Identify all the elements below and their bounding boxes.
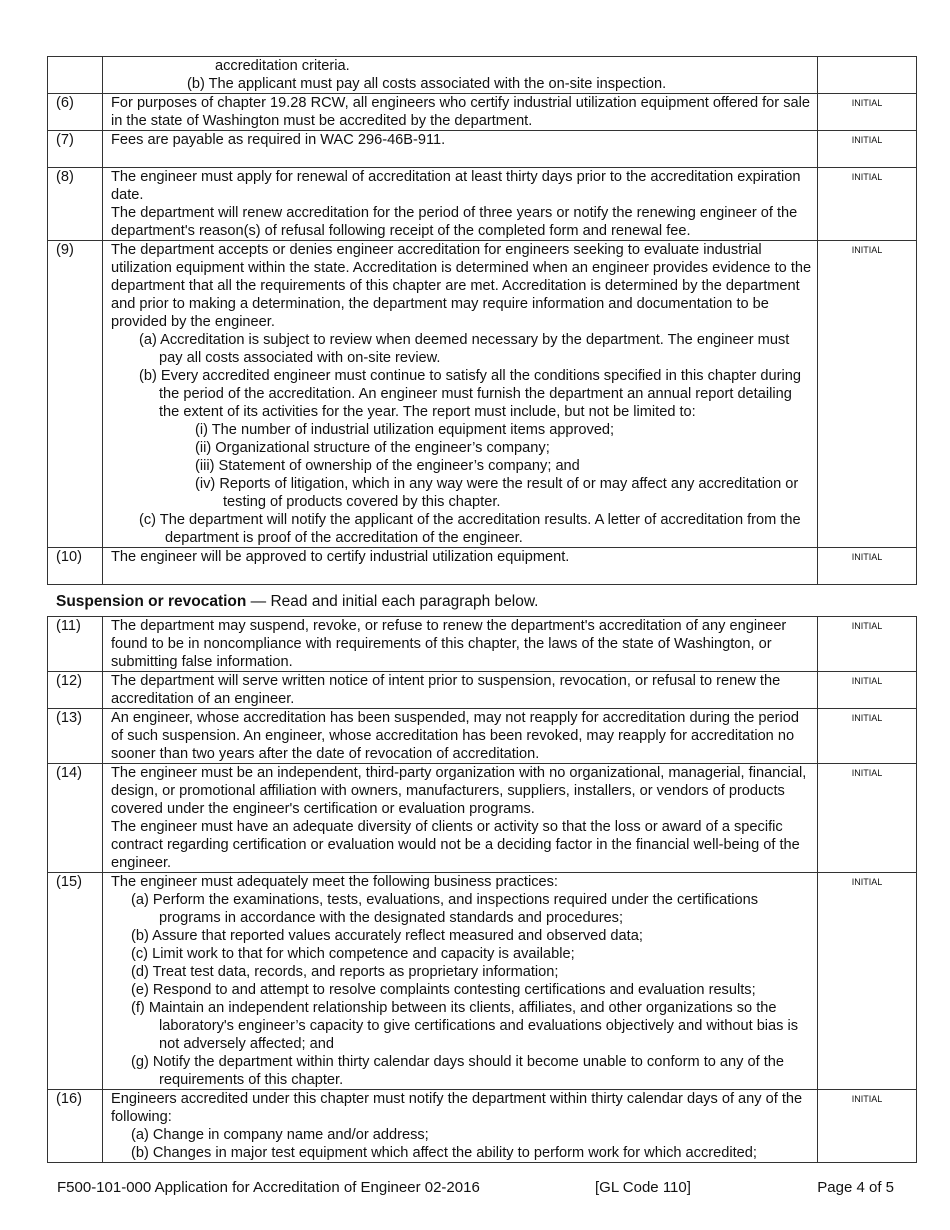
list-item: (c) Limit work to that for which competence and capacity is available; <box>131 946 575 962</box>
initial-cell[interactable] <box>818 131 917 168</box>
row-number: (16) <box>48 1090 103 1163</box>
paragraph-text: The engineer must apply for renewal of accreditation at least thirty days prior to the accreditation expiration date. <box>111 169 801 203</box>
initial-label: INITIAL <box>851 877 883 887</box>
list-item: (b) Assure that reported values accurately reflect measured and observed data; <box>131 928 643 944</box>
row-number: (6) <box>48 94 103 131</box>
row-number: (9) <box>48 241 103 548</box>
list-item: (e) Respond to and attempt to resolve complaints contesting certifications and evaluation results; <box>131 982 756 998</box>
table-row <box>48 131 917 168</box>
row-number: (15) <box>48 873 103 1090</box>
list-item: (a) Perform the examinations, tests, evaluations, and inspections required under the certifications programs in accordance with the designated standards and procedures; <box>131 892 759 926</box>
list-item: (ii) Organizational structure of the engineer’s company; <box>195 440 550 456</box>
list-item: (b) Changes in major test equipment which affect the ability to perform work for which accredited; <box>131 1145 757 1161</box>
initial-cell[interactable] <box>818 168 917 241</box>
initial-cell[interactable] <box>818 617 917 672</box>
continued-text: (b) The applicant must pay all costs associated with the on-site inspection. <box>187 76 667 92</box>
initial-label: INITIAL <box>851 621 883 631</box>
list-item: (i) The number of industrial utilization equipment items approved; <box>195 422 615 438</box>
initial-cell[interactable] <box>818 94 917 131</box>
paragraph-text: The engineer must be an independent, third-party organization with no organizational, managerial, financial, design, or promotional affiliation with owners, manufacturers, suppliers, installers, or vendors of products covered under the engineer's certification or evaluation programs. <box>111 765 807 817</box>
section-title: Suspension or revocation <box>56 593 247 610</box>
paragraph-text: Engineers accredited under this chapter must notify the department within thirty calendar days of any of the following: <box>111 1091 803 1125</box>
list-item: (f) Maintain an independent relationship between its clients, affiliates, and other organizations so the laboratory's engineer’s capacity to give certifications and evaluations objectively and without bias is not adversely affected; and <box>131 1000 799 1052</box>
gl-code: [GL Code 110] <box>595 1179 691 1196</box>
initial-label: INITIAL <box>851 98 883 108</box>
initial-cell[interactable] <box>818 672 917 709</box>
page-number: Page 4 of 5 <box>817 1179 894 1196</box>
paragraph-text: The department accepts or denies engineer accreditation for engineers seeking to evaluate industrial utilization equipment within the state. Accreditation is determined when an engineer provides evidence to the department that all the requirements of this chapter are met. Accreditation is determined by the department and prior to making a determination, the department may require information and documentation to be provided by the engineer. <box>111 242 812 330</box>
row-number: (8) <box>48 168 103 241</box>
initial-label: INITIAL <box>851 768 883 778</box>
form-number: F500-101-000 Application for Accreditation of Engineer 02-2016 <box>57 1179 480 1196</box>
initial-label: INITIAL <box>851 1094 883 1104</box>
initial-cell[interactable] <box>818 57 917 94</box>
table-row <box>48 548 917 585</box>
table-row <box>48 57 917 94</box>
row-number: (14) <box>48 764 103 873</box>
initial-label: INITIAL <box>851 713 883 723</box>
table-row <box>48 873 917 1090</box>
row-number: (10) <box>48 548 103 585</box>
row-number: (12) <box>48 672 103 709</box>
row-number: (11) <box>48 617 103 672</box>
continued-text: accreditation criteria. <box>215 58 350 74</box>
initial-cell[interactable] <box>818 709 917 764</box>
form-page <box>47 56 903 1163</box>
list-item: (iii) Statement of ownership of the engineer’s company; and <box>195 458 580 474</box>
paragraph-text: The engineer will be approved to certify industrial utilization equipment. <box>111 549 570 565</box>
list-item: (a) Accreditation is subject to review when deemed necessary by the department. The engineer must pay all costs associated with on-site review. <box>139 332 790 366</box>
paragraph-text: The department will serve written notice of intent prior to suspension, revocation, or refusal to renew the accreditation of an engineer. <box>103 672 818 709</box>
paragraph-text: The engineer must adequately meet the following business practices: <box>111 874 558 890</box>
initial-cell[interactable] <box>818 241 917 548</box>
initial-label: INITIAL <box>851 676 883 686</box>
initial-label: INITIAL <box>851 552 883 562</box>
list-item: (g) Notify the department within thirty calendar days should it become unable to conform to any of the requirements of this chapter. <box>131 1054 785 1088</box>
table-row <box>48 94 917 131</box>
table-row <box>48 672 917 709</box>
initial-cell[interactable] <box>818 548 917 585</box>
page-footer <box>57 1179 894 1197</box>
table-row <box>48 241 917 548</box>
table-row <box>48 709 917 764</box>
paragraph-text: The department will renew accreditation for the period of three years or notify the renewing engineer of the department's reason(s) of refusal following receipt of the completed form and renewal fee. <box>111 205 798 239</box>
initial-cell[interactable] <box>818 764 917 873</box>
initial-label: INITIAL <box>851 172 883 182</box>
list-item: (b) Every accredited engineer must continue to satisfy all the conditions specified in this chapter during the period of the accreditation. An engineer must furnish the department an annual report detailing the extent of its activities for the year. The report must include, but not be limited to: <box>139 368 801 420</box>
section-instruction: — Read and initial each paragraph below. <box>246 593 539 610</box>
initial-label: INITIAL <box>851 245 883 255</box>
paragraph-text: The department may suspend, revoke, or refuse to renew the department's accreditation of any engineer found to be in noncompliance with requirements of this chapter, the laws of the state of Washington, or submitting false information. <box>103 617 818 672</box>
list-item: (a) Change in company name and/or address; <box>131 1127 429 1143</box>
list-item: (d) Treat test data, records, and reports as proprietary information; <box>131 964 559 980</box>
initial-cell[interactable] <box>818 873 917 1090</box>
list-item: (iv) Reports of litigation, which in any way were the result of or may affect any accreditation or testing of products covered by this chapter. <box>195 476 799 510</box>
initial-label: INITIAL <box>851 135 883 145</box>
requirements-table <box>47 56 917 585</box>
table-row <box>48 764 917 873</box>
table-row <box>48 1090 917 1163</box>
paragraph-text: Fees are payable as required in WAC 296-46B-911. <box>111 132 446 148</box>
row-number: (7) <box>48 131 103 168</box>
row-number: (13) <box>48 709 103 764</box>
suspension-table <box>47 616 917 1163</box>
paragraph-text: An engineer, whose accreditation has been suspended, may not reapply for accreditation during the period of such suspension. An engineer, whose accreditation has been revoked, may reapply for accreditation no sooner than two years after the date of revocation of accreditation. <box>103 709 818 764</box>
table-row <box>48 168 917 241</box>
table-row <box>48 617 917 672</box>
list-item: (c) The department will notify the applicant of the accreditation results. A letter of accreditation from the department is proof of the accreditation of the engineer. <box>139 512 801 546</box>
paragraph-text: The engineer must have an adequate diversity of clients or activity so that the loss or award of a specific contract regarding certification or evaluation would not be a deciding factor in the financial well-being of the engineer. <box>111 819 800 871</box>
initial-cell[interactable] <box>818 1090 917 1163</box>
section-heading <box>56 593 903 611</box>
paragraph-text: For purposes of chapter 19.28 RCW, all engineers who certify industrial utilization equipment offered for sale in the state of Washington must be accredited by the department. <box>103 94 818 131</box>
